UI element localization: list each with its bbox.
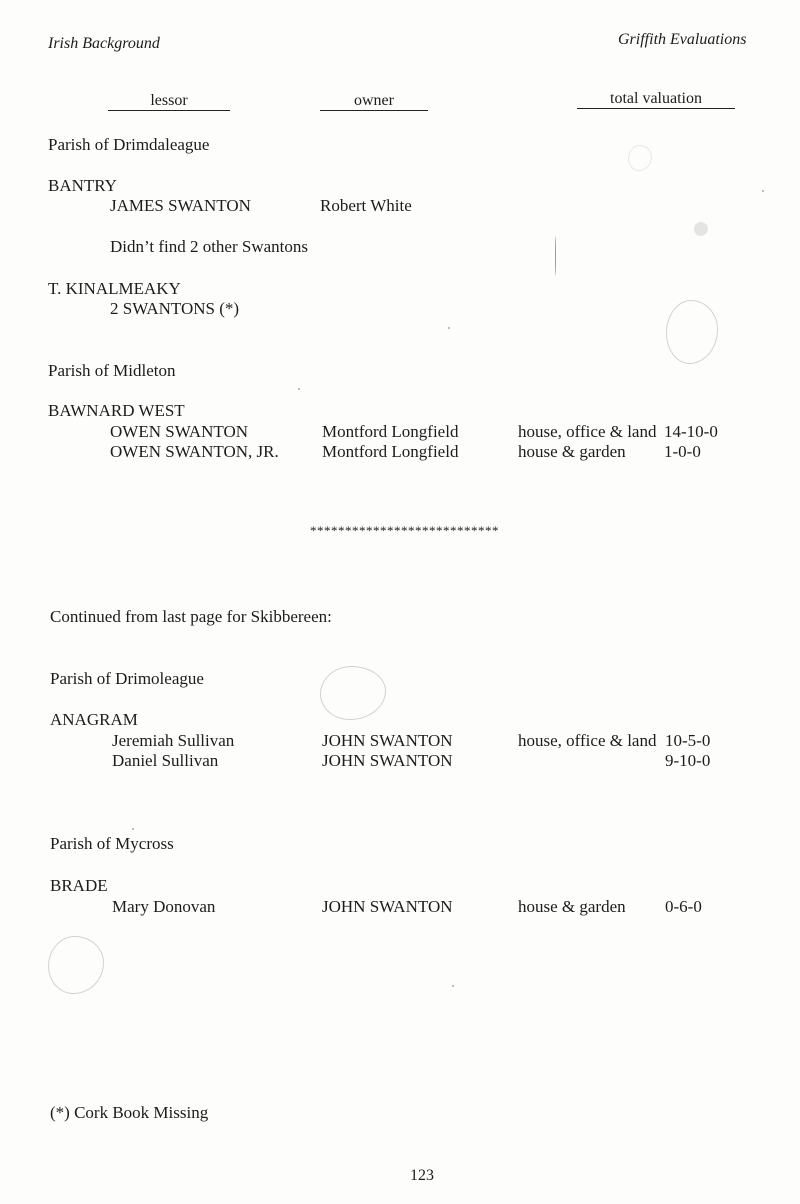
owner-name: JOHN SWANTON — [322, 751, 453, 770]
owner-name: Montford Longfield — [322, 442, 459, 461]
column-lessor: lessor — [108, 92, 230, 111]
asterisk-separator: *************************** — [310, 523, 499, 538]
valuation-value: 14-10-0 — [664, 422, 718, 441]
continued-note: Continued from last page for Skibbereen: — [50, 607, 332, 626]
property-description: house & garden — [518, 442, 626, 461]
paper-mark — [555, 236, 556, 276]
paper-mark — [132, 828, 134, 830]
townland-anagram: ANAGRAM — [50, 710, 138, 729]
owner-name: Montford Longfield — [322, 422, 459, 441]
paper-mark — [762, 190, 764, 192]
header-right: Griffith Evaluations — [618, 31, 747, 48]
parish-midleton: Parish of Midleton — [48, 361, 176, 380]
lessor-name: Jeremiah Sullivan — [112, 731, 235, 750]
note-text: Didn’t find 2 other Swantons — [110, 237, 309, 256]
paper-stain — [666, 300, 718, 364]
owner-name: JOHN SWANTON — [322, 897, 453, 916]
column-owner: owner — [320, 92, 428, 111]
paper-stain — [628, 145, 652, 171]
paper-mark — [452, 985, 454, 987]
lessor-name: OWEN SWANTON, JR. — [110, 442, 279, 461]
parish-drimdaleague: Parish of Drimdaleague — [48, 135, 210, 154]
column-total-valuation: total valuation — [577, 90, 735, 109]
owner-name: Robert White — [320, 196, 412, 215]
valuation-value: 10-5-0 — [665, 731, 711, 750]
header-left: Irish Background — [48, 35, 160, 52]
townland-bawnard-west: BAWNARD WEST — [48, 401, 185, 420]
property-description: house & garden — [518, 897, 626, 916]
property-description: house, office & land — [518, 422, 657, 441]
paper-stain — [320, 666, 386, 720]
townland-kinalmeaky: T. KINALMEAKY — [48, 279, 181, 298]
lessor-name: OWEN SWANTON — [110, 422, 249, 441]
valuation-value: 9-10-0 — [665, 751, 711, 770]
lessor-name: Mary Donovan — [112, 897, 216, 916]
paper-mark — [448, 327, 450, 329]
lessor-name: 2 SWANTONS (*) — [110, 299, 240, 318]
paper-stain — [694, 222, 708, 236]
page-number: 123 — [410, 1167, 434, 1184]
parish-mycross: Parish of Mycross — [50, 834, 174, 853]
owner-name: JOHN SWANTON — [322, 731, 453, 750]
lessor-name: Daniel Sullivan — [112, 751, 219, 770]
townland-brade: BRADE — [50, 876, 108, 895]
property-description: house, office & land — [518, 731, 657, 750]
paper-mark — [298, 388, 300, 390]
footnote: (*) Cork Book Missing — [50, 1103, 209, 1122]
lessor-name: JAMES SWANTON — [110, 196, 251, 215]
paper-stain — [48, 936, 104, 994]
parish-drimoleague: Parish of Drimoleague — [50, 669, 204, 688]
valuation-value: 0-6-0 — [665, 897, 702, 916]
townland-bantry: BANTRY — [48, 176, 117, 195]
valuation-value: 1-0-0 — [664, 442, 701, 461]
